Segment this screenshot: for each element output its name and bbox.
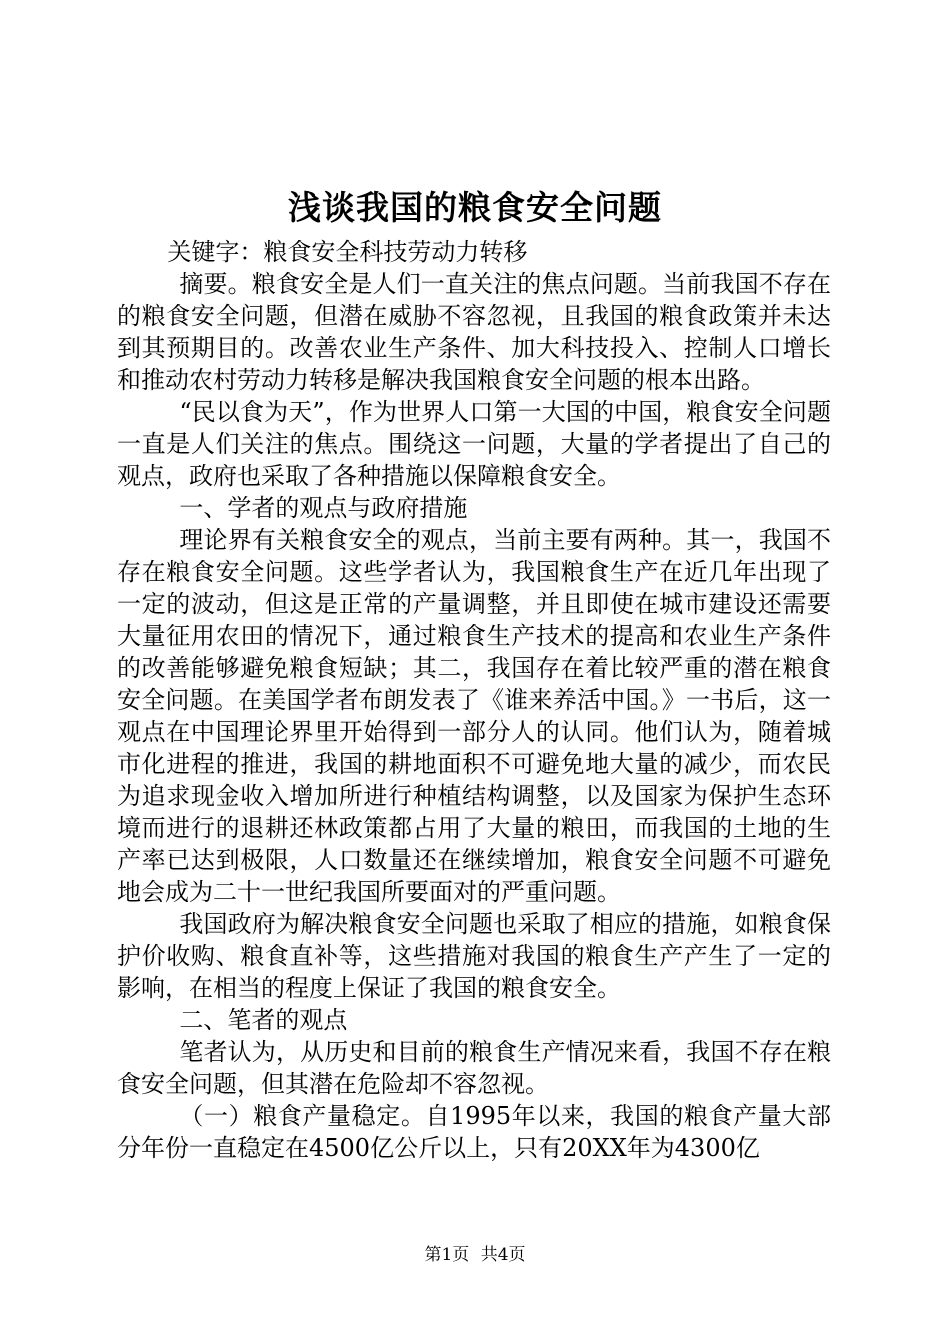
body-paragraph: 我国政府为解决粮食安全问题也采取了相应的措施，如粮食保护价收购、粮食直补等，这些措施对我国的粮食生产产生了一定的影响，在相当的程度上保证了我国的粮食安全。: [117, 910, 831, 1002]
subsection-paragraph: （一）粮食产量稳定。自1995年以来，我国的粮食产量大部分年份一直稳定在4500亿公斤以上，只有20XX年为4300亿: [117, 1102, 831, 1162]
section-heading-2: 二、笔者的观点: [179, 1006, 348, 1034]
document-body: [117, 236, 831, 1164]
intro-paragraph: “民以食为天”，作为世界人口第一大国的中国，粮食安全问题一直是人们关注的焦点。围绕这一问题，大量的学者提出了自己的观点，政府也采取了各种措施以保障粮食安全。: [117, 398, 831, 490]
body-paragraph: 理论界有关粮食安全的观点，当前主要有两种。其一，我国不存在粮食安全问题。这些学者认为，我国粮食生产在近几年出现了一定的波动，但这是正常的产量调整，并且即使在城市建设还需要大量征用农田的情况下，通过粮食生产技术的提高和农业生产条件的改善能够避免粮食短缺；其二，我国存在着比较严重的潜在粮食安全问题。在美国学者布朗发表了《谁来养活中国。》一书后，这一观点在中国理论界里开始得到一部分人的认同。他们认为，随着城市化进程的推进，我国的耕地面积不可避免地大量的减少，而农民为追求现金收入增加所进行种植结构调整，以及国家为保护生态环境而进行的退耕还林政策都占用了大量的粮田，而我国的土地的生产率已达到极限，人口数量还在继续增加，粮食安全问题不可避免地会成为二十一世纪我国所要面对的严重问题。: [117, 526, 831, 906]
body-paragraph: 笔者认为，从历史和目前的粮食生产情况来看，我国不存在粮食安全问题，但其潜在危险却不容忽视。: [117, 1038, 831, 1098]
abstract-paragraph: 摘要。粮食安全是人们一直关注的焦点问题。当前我国不存在的粮食安全问题，但潜在威胁不容忽视，且我国的粮食政策并未达到其预期目的。改善农业生产条件、加大科技投入、控制人口增长和推动农村劳动力转移是解决我国粮食安全问题的根本出路。: [117, 270, 831, 394]
section-heading-1: 一、学者的观点与政府措施: [179, 494, 468, 522]
page-footer: 第1页 共4页: [424, 1245, 526, 1265]
document-title: 浅谈我国的粮食安全问题: [288, 188, 662, 227]
keywords-line: 关键字：粮食安全科技劳动力转移: [167, 238, 528, 266]
